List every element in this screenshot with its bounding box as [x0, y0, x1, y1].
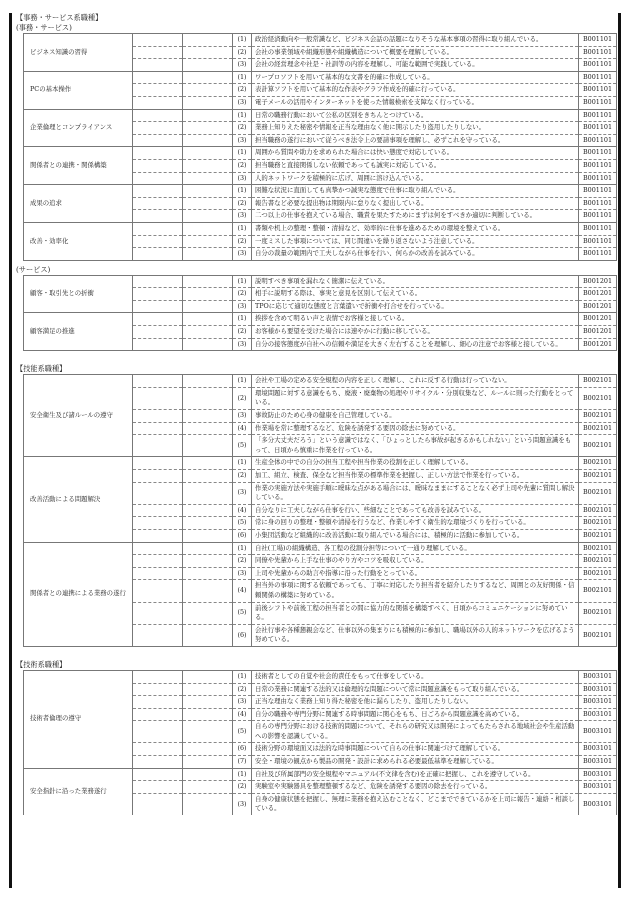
item-description: 自社(工場)の組織構造、各工程の役割分担等について一通り理解している。 — [252, 542, 579, 555]
rating-cell-a[interactable] — [133, 84, 183, 97]
item-code: B002101 — [579, 517, 617, 530]
item-number: (3) — [233, 59, 252, 72]
rating-cell-b[interactable] — [183, 222, 233, 235]
item-number: (1) — [233, 457, 252, 470]
item-description: お客様から要望を受けた場合には速やかに行動に移している。 — [252, 326, 579, 339]
item-code: B002101 — [579, 470, 617, 483]
rating-cell-a[interactable] — [133, 197, 183, 210]
item-code: B001101 — [579, 122, 617, 135]
section-title: 【事務・サービス系職種】 — [16, 13, 103, 22]
item-code: B001101 — [579, 210, 617, 223]
item-number: (1) — [233, 313, 252, 326]
category-name: 顧客満足の推進 — [24, 313, 133, 351]
rating-cell-a[interactable] — [133, 602, 183, 624]
rating-cell-b[interactable] — [183, 470, 233, 483]
document-content — [16, 13, 618, 815]
rating-cell-b[interactable] — [183, 708, 233, 721]
section-gap — [16, 351, 618, 364]
item-number: (6) — [233, 743, 252, 756]
item-description: 一度ミスした事項については、同じ間違いを繰り返さないよう注意している。 — [252, 235, 579, 248]
rating-cell-b[interactable] — [183, 197, 233, 210]
rating-cell-a[interactable] — [133, 122, 183, 135]
rating-cell-a[interactable] — [133, 71, 183, 84]
item-description: 事故防止のため心身の健康を自己管理している。 — [252, 410, 579, 423]
rating-cell-b[interactable] — [183, 542, 233, 555]
rating-cell-a[interactable] — [133, 210, 183, 223]
rating-cell-a[interactable] — [133, 555, 183, 568]
rating-cell-a[interactable] — [133, 696, 183, 709]
rating-cell-a[interactable] — [133, 756, 183, 769]
item-number: (6) — [233, 624, 252, 646]
category-name: 安全指針に沿った業務遂行 — [24, 768, 133, 815]
item-description: 表計算ソフトを用いて基本的な作表やグラフ作成を的確に行っている。 — [252, 84, 579, 97]
category-name: 改善活動による問題解決 — [24, 457, 133, 542]
item-code: B003101 — [579, 683, 617, 696]
rating-cell-a[interactable] — [133, 504, 183, 517]
table-row — [24, 457, 617, 470]
item-description: 自身の健康状態を把握し、無理に業務を抱え込むことなく、どこまでできているかを上司に報告・連絡・相談している。 — [252, 793, 579, 815]
competency-table — [23, 670, 617, 815]
item-code: B003101 — [579, 781, 617, 794]
item-code: B002101 — [579, 375, 617, 388]
item-description: 相手に説明する際は、事実と意見を区別して伝えている。 — [252, 288, 579, 301]
rating-cell-b[interactable] — [183, 210, 233, 223]
item-code: B001101 — [579, 159, 617, 172]
item-number: (3) — [233, 567, 252, 580]
rating-cell-b[interactable] — [183, 387, 233, 409]
rating-cell-b[interactable] — [183, 768, 233, 781]
item-number: (1) — [233, 275, 252, 288]
item-number: (5) — [233, 435, 252, 457]
item-code: B002101 — [579, 410, 617, 423]
section-title: 【技術系職種】 — [16, 659, 67, 669]
rating-cell-a[interactable] — [133, 46, 183, 59]
item-number: (6) — [233, 529, 252, 542]
category-name: 安全衛生及び諸ルールの遵守 — [24, 375, 133, 457]
category-name: 関係者との連携・関係構築 — [24, 147, 133, 185]
rating-cell-b[interactable] — [183, 410, 233, 423]
rating-cell-b[interactable] — [183, 46, 233, 59]
rating-cell-b[interactable] — [183, 422, 233, 435]
category-name: PCの基本操作 — [24, 71, 133, 109]
item-description: 作業場を常に整理するなど、危険を誘発する要因の除去に努めている。 — [252, 422, 579, 435]
table-row — [24, 313, 617, 326]
item-description: 自社及び所属部門の安全規程やマニュアル(不文律を含む)を正確に把握し、これを遵守している。 — [252, 768, 579, 781]
rating-cell-b[interactable] — [183, 721, 233, 743]
rating-cell-a[interactable] — [133, 567, 183, 580]
table-row — [24, 185, 617, 198]
rating-cell-b[interactable] — [183, 338, 233, 351]
item-description: 正当な理由なく業務上知り得た秘密を他に漏らしたり、盗用したりしない。 — [252, 696, 579, 709]
item-description: 常に身の回りの整理・整頓や清掃を行うなど、作業しやすく衛生的な環境づくりを行っている。 — [252, 517, 579, 530]
rating-cell-b[interactable] — [183, 185, 233, 198]
item-number: (3) — [233, 96, 252, 109]
category-name: 顧客・取引先との折衝 — [24, 275, 133, 313]
rating-cell-a[interactable] — [133, 517, 183, 530]
item-code: B001201 — [579, 275, 617, 288]
item-code: B001101 — [579, 96, 617, 109]
item-number: (5) — [233, 517, 252, 530]
item-description: 「多分大丈夫だろう」という意識ではなく、「ひょっとしたら事故が起きるかもしれない」という問題意識をもって、日頃から慎重に作業を行っている。 — [252, 435, 579, 457]
item-number: (4) — [233, 504, 252, 517]
rating-cell-a[interactable] — [133, 375, 183, 388]
rating-cell-b[interactable] — [183, 96, 233, 109]
rating-cell-b[interactable] — [183, 504, 233, 517]
rating-cell-b[interactable] — [183, 517, 233, 530]
item-code: B003101 — [579, 793, 617, 815]
rating-cell-b[interactable] — [183, 670, 233, 683]
item-number: (1) — [233, 71, 252, 84]
category-name: ビジネス知識の習得 — [24, 34, 133, 72]
rating-cell-b[interactable] — [183, 624, 233, 646]
item-description: 自分の接客態度が自社への信頼や満足を大きく左右することを理解し、細心の注意でお客様と接している。 — [252, 338, 579, 351]
rating-cell-b[interactable] — [183, 482, 233, 504]
rating-cell-b[interactable] — [183, 375, 233, 388]
item-description: 二つ以上の仕事を抱えている場合、職責を果たすためにまずは何をすべきか適切に判断している。 — [252, 210, 579, 223]
rating-cell-b[interactable] — [183, 248, 233, 261]
item-code: B003101 — [579, 768, 617, 781]
item-description: 上司や先輩からの助言や指導に沿った行動をとっている。 — [252, 567, 579, 580]
item-code: B002101 — [579, 580, 617, 602]
item-code: B002101 — [579, 422, 617, 435]
table-row — [24, 34, 617, 47]
item-number: (1) — [233, 768, 252, 781]
rating-cell-a[interactable] — [133, 34, 183, 47]
section-title: 【技能系職種】 — [16, 364, 67, 374]
rating-cell-b[interactable] — [183, 580, 233, 602]
item-code: B001101 — [579, 46, 617, 59]
rating-cell-a[interactable] — [133, 529, 183, 542]
rating-cell-b[interactable] — [183, 71, 233, 84]
rating-cell-b[interactable] — [183, 326, 233, 339]
item-description: 前後シフトや前後工程の担当者との間に協力的な関係を構築すべく、日頃からコミュニケーションに努めている。 — [252, 602, 579, 624]
rating-cell-a[interactable] — [133, 300, 183, 313]
table-row — [24, 768, 617, 781]
rating-cell-b[interactable] — [183, 313, 233, 326]
rating-cell-b[interactable] — [183, 696, 233, 709]
rating-cell-a[interactable] — [133, 313, 183, 326]
item-number: (1) — [233, 222, 252, 235]
item-number: (3) — [233, 210, 252, 223]
item-number: (4) — [233, 422, 252, 435]
rating-cell-a[interactable] — [133, 159, 183, 172]
item-description: TPOに応じて適切な態度と言葉遣いで折衝や打合せを行っている。 — [252, 300, 579, 313]
item-number: (2) — [233, 197, 252, 210]
rating-cell-b[interactable] — [183, 172, 233, 185]
rating-cell-a[interactable] — [133, 248, 183, 261]
item-code: B002101 — [579, 555, 617, 568]
rating-cell-b[interactable] — [183, 235, 233, 248]
table-row — [24, 670, 617, 683]
category-name: 関係者との連携による業務の遂行 — [24, 542, 133, 646]
item-code: B001101 — [579, 147, 617, 160]
item-code: B002101 — [579, 482, 617, 504]
item-description: 会社の経営理念や社是・社訓等の内容を理解し、可能な範囲で実践している。 — [252, 59, 579, 72]
subsection-title: (事務・サービス) — [16, 23, 72, 32]
item-code: B001101 — [579, 59, 617, 72]
rating-cell-a[interactable] — [133, 109, 183, 122]
rating-cell-a[interactable] — [133, 624, 183, 646]
item-code: B003101 — [579, 670, 617, 683]
rating-cell-b[interactable] — [183, 781, 233, 794]
rating-cell-a[interactable] — [133, 542, 183, 555]
rating-cell-b[interactable] — [183, 109, 233, 122]
item-description: 挨拶を含めて明るい声と表情でお客様と接している。 — [252, 313, 579, 326]
rating-cell-a[interactable] — [133, 721, 183, 743]
table-row — [24, 542, 617, 555]
item-number: (4) — [233, 580, 252, 602]
item-description: 自分なりに工夫しながら仕事を行い、些細なことであっても改善を試みている。 — [252, 504, 579, 517]
item-description: 政治経済動向や一般常識など、ビジネス会話の話題になりそうな基本事項の習得に取り組んでいる。 — [252, 34, 579, 47]
document-page — [9, 13, 621, 888]
item-code: B001101 — [579, 34, 617, 47]
rating-cell-a[interactable] — [133, 768, 183, 781]
competency-table — [23, 374, 617, 647]
item-number: (3) — [233, 338, 252, 351]
item-code: B002101 — [579, 624, 617, 646]
item-description: 生産全体の中での自分の担当工程や担当作業の役割を正しく理解している。 — [252, 457, 579, 470]
rating-cell-b[interactable] — [183, 159, 233, 172]
item-code: B001201 — [579, 338, 617, 351]
rating-cell-a[interactable] — [133, 96, 183, 109]
table-row — [24, 375, 617, 388]
item-number: (2) — [233, 235, 252, 248]
rating-cell-a[interactable] — [133, 683, 183, 696]
rating-cell-a[interactable] — [133, 172, 183, 185]
table-row — [24, 147, 617, 160]
table-row — [24, 109, 617, 122]
item-description: 説明すべき事項を漏れなく簡潔に伝えている。 — [252, 275, 579, 288]
rating-cell-a[interactable] — [133, 338, 183, 351]
item-description: 自らの専門分野における技術的問題について、それらの研究又は開発によってもたらされる地域社会や生産活動への影響を認識している。 — [252, 721, 579, 743]
rating-cell-a[interactable] — [133, 288, 183, 301]
item-number: (3) — [233, 134, 252, 147]
rating-cell-b[interactable] — [183, 275, 233, 288]
item-number: (2) — [233, 781, 252, 794]
item-description: 実験室や実験器具を整理整頓するなど、危険を誘発する要因の除去を行っている。 — [252, 781, 579, 794]
rating-cell-b[interactable] — [183, 288, 233, 301]
item-code: B001201 — [579, 288, 617, 301]
rating-cell-b[interactable] — [183, 683, 233, 696]
item-number: (1) — [233, 109, 252, 122]
item-description: 同僚や先輩から上手な仕事のやり方やコツを吸収している。 — [252, 555, 579, 568]
item-code: B003101 — [579, 708, 617, 721]
item-number: (2) — [233, 46, 252, 59]
item-number: (5) — [233, 602, 252, 624]
item-code: B001101 — [579, 248, 617, 261]
item-code: B002101 — [579, 529, 617, 542]
rating-cell-b[interactable] — [183, 457, 233, 470]
rating-cell-a[interactable] — [133, 435, 183, 457]
item-code: B001101 — [579, 185, 617, 198]
rating-cell-a[interactable] — [133, 387, 183, 409]
rating-cell-b[interactable] — [183, 602, 233, 624]
competency-table — [23, 275, 617, 352]
rating-cell-a[interactable] — [133, 793, 183, 815]
rating-cell-a[interactable] — [133, 222, 183, 235]
item-code: B001101 — [579, 235, 617, 248]
item-code: B003101 — [579, 743, 617, 756]
item-number: (2) — [233, 683, 252, 696]
item-description: 人的ネットワークを積極的に広げ、周囲に溶け込んでいる。 — [252, 172, 579, 185]
item-description: 日常の業務に関連する法的又は倫理的な問題について常に問題意識をもって取り組んでいる。 — [252, 683, 579, 696]
rating-cell-a[interactable] — [133, 147, 183, 160]
item-description: 技術分野の環境面又は法的な時事問題について自らの仕事に関連づけて理解している。 — [252, 743, 579, 756]
rating-cell-a[interactable] — [133, 185, 183, 198]
item-description: 環境問題に対する意識をもち、廃液・廃棄物の処理やリサイクル・分別収集など、ルールに則った行動をとっている。 — [252, 387, 579, 409]
item-description: 小集団活動など組織的に改善活動に取り組んでいる場合には、積極的に活動に参加している。 — [252, 529, 579, 542]
item-code: B001101 — [579, 197, 617, 210]
item-code: B001201 — [579, 326, 617, 339]
rating-cell-a[interactable] — [133, 781, 183, 794]
rating-cell-a[interactable] — [133, 580, 183, 602]
rating-cell-b[interactable] — [183, 59, 233, 72]
item-code: B001101 — [579, 71, 617, 84]
item-description: 書類や机上の整理・整頓・清掃など、効率的に仕事を進めるための環境を整えている。 — [252, 222, 579, 235]
item-number: (3) — [233, 793, 252, 815]
table-row — [24, 275, 617, 288]
item-number: (2) — [233, 159, 252, 172]
rating-cell-b[interactable] — [183, 300, 233, 313]
table-row — [24, 222, 617, 235]
item-number: (2) — [233, 84, 252, 97]
item-number: (2) — [233, 122, 252, 135]
item-description: 報告書など必要な提出物は期限内に怠りなく提出している。 — [252, 197, 579, 210]
item-number: (5) — [233, 721, 252, 743]
item-description: 自分の裁量の範囲内で工夫しながら仕事を行い、何らかの改善を試みている。 — [252, 248, 579, 261]
item-description: 周囲から質問や助力を求められた場合には快い態度で対応している。 — [252, 147, 579, 160]
table-row — [24, 71, 617, 84]
item-description: ワープロソフトを用いて基本的な文書を的確に作成している。 — [252, 71, 579, 84]
item-number: (1) — [233, 670, 252, 683]
rating-cell-a[interactable] — [133, 670, 183, 683]
rating-cell-a[interactable] — [133, 326, 183, 339]
rating-cell-a[interactable] — [133, 470, 183, 483]
rating-cell-a[interactable] — [133, 275, 183, 288]
item-code: B001201 — [579, 300, 617, 313]
item-number: (2) — [233, 387, 252, 409]
item-description: 日常の職務行動において公私の区別をきちんとつけている。 — [252, 109, 579, 122]
item-number: (2) — [233, 288, 252, 301]
item-code: B001201 — [579, 313, 617, 326]
item-description: 担当職務と直接関係しない依頼であっても誠実に対応している。 — [252, 159, 579, 172]
rating-cell-b[interactable] — [183, 134, 233, 147]
rating-cell-b[interactable] — [183, 529, 233, 542]
item-description: 業務上知りえた秘密や情報を正当な理由なく他に開示したり盗用したりしない。 — [252, 122, 579, 135]
item-number: (3) — [233, 696, 252, 709]
rating-cell-a[interactable] — [133, 235, 183, 248]
item-description: 会社の事業領域や組織形態や組織構造について概要を理解している。 — [252, 46, 579, 59]
item-code: B003101 — [579, 696, 617, 709]
item-number: (3) — [233, 300, 252, 313]
rating-cell-b[interactable] — [183, 743, 233, 756]
rating-cell-b[interactable] — [183, 756, 233, 769]
item-description: 作業の実施方法や実施手順に曖昧な点がある場合には、曖昧なままにすることなく必ず上司や先輩に質問し解決している。 — [252, 482, 579, 504]
competency-table — [23, 33, 617, 261]
rating-cell-b[interactable] — [183, 567, 233, 580]
rating-cell-b[interactable] — [183, 122, 233, 135]
item-number: (3) — [233, 482, 252, 504]
item-description: 安全・環境の観点から製品の開発・設計に求められる必要最低基準を理解している。 — [252, 756, 579, 769]
item-code: B001101 — [579, 109, 617, 122]
rating-cell-b[interactable] — [183, 147, 233, 160]
item-code: B002101 — [579, 567, 617, 580]
rating-cell-b[interactable] — [183, 793, 233, 815]
item-code: B001101 — [579, 172, 617, 185]
item-number: (1) — [233, 185, 252, 198]
item-number: (3) — [233, 248, 252, 261]
item-code: B001101 — [579, 222, 617, 235]
category-name: 改善・効率化 — [24, 222, 133, 260]
item-code: B001101 — [579, 134, 617, 147]
rating-cell-a[interactable] — [133, 457, 183, 470]
item-number: (2) — [233, 470, 252, 483]
item-number: (3) — [233, 172, 252, 185]
item-number: (1) — [233, 147, 252, 160]
item-description: 自分の職務や専門分野に関連する時事問題に関心をもち、日ごろから問題意識を高めている。 — [252, 708, 579, 721]
item-number: (3) — [233, 410, 252, 423]
item-number: (1) — [233, 34, 252, 47]
item-code: B002101 — [579, 542, 617, 555]
subsection-title: (サービス) — [16, 264, 51, 274]
rating-cell-a[interactable] — [133, 59, 183, 72]
item-code: B002101 — [579, 602, 617, 624]
category-name: 企業倫理とコンプライアンス — [24, 109, 133, 147]
item-description: 会社行事や各種懇親会など、仕事以外の集まりにも積極的に参加し、職場以外の人的ネットワークを広げるよう努めている。 — [252, 624, 579, 646]
item-description: 担当外の事項に関する依頼であっても、丁寧に対応したり担当者を紹介したりするなど、周囲との友好関係・信頼関係の構築に努めている。 — [252, 580, 579, 602]
item-description: 会社や工場の定める安全規程の内容を正しく理解し、これに反する行動は行っていない。 — [252, 375, 579, 388]
item-description: 困難な状況に直面しても真摯かつ誠実な態度で仕事に取り組んでいる。 — [252, 185, 579, 198]
rating-cell-a[interactable] — [133, 410, 183, 423]
item-code: B003101 — [579, 721, 617, 743]
item-code: B003101 — [579, 756, 617, 769]
item-description: 担当職務の遂行において従うべき法令上の要請事項を理解し、必ずこれを守っている。 — [252, 134, 579, 147]
item-number: (1) — [233, 542, 252, 555]
rating-cell-b[interactable] — [183, 34, 233, 47]
item-code: B002101 — [579, 457, 617, 470]
rating-cell-a[interactable] — [133, 422, 183, 435]
rating-cell-a[interactable] — [133, 482, 183, 504]
rating-cell-b[interactable] — [183, 84, 233, 97]
item-code: B001101 — [579, 84, 617, 97]
rating-cell-a[interactable] — [133, 743, 183, 756]
item-number: (1) — [233, 375, 252, 388]
rating-cell-a[interactable] — [133, 708, 183, 721]
rating-cell-a[interactable] — [133, 134, 183, 147]
item-number: (7) — [233, 756, 252, 769]
item-description: 電子メールの活用やインターネットを使った情報検索を支障なく行っている。 — [252, 96, 579, 109]
item-number: (2) — [233, 555, 252, 568]
rating-cell-b[interactable] — [183, 435, 233, 457]
item-code: B002101 — [579, 387, 617, 409]
rating-cell-b[interactable] — [183, 555, 233, 568]
item-code: B002101 — [579, 435, 617, 457]
category-name: 成果の追求 — [24, 185, 133, 223]
section-gap — [16, 647, 618, 660]
category-name: 技術者倫理の遵守 — [24, 670, 133, 768]
item-number: (2) — [233, 326, 252, 339]
item-description: 技術者としての自覚や社会的責任をもって仕事をしている。 — [252, 670, 579, 683]
item-description: 加工、組立、検査、保全など担当作業の標準作業を把握し、正しい方法で作業を行っている。 — [252, 470, 579, 483]
item-code: B002101 — [579, 504, 617, 517]
item-number: (4) — [233, 708, 252, 721]
